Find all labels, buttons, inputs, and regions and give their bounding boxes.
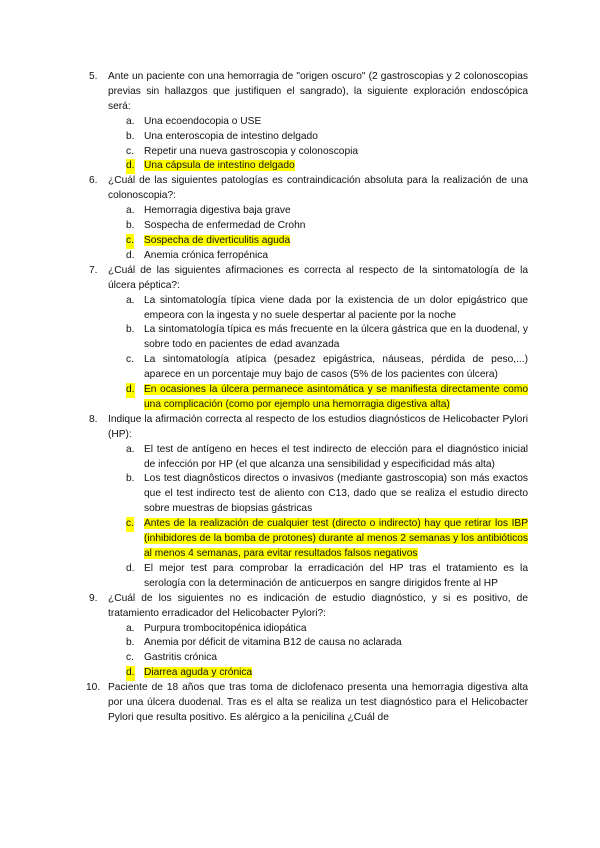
- option-c: [108, 353, 528, 383]
- option-letter: c.: [126, 652, 134, 664]
- option-text: Una ecoendocopia o USE: [144, 115, 262, 127]
- option-list: [108, 443, 528, 592]
- option-letter: b.: [126, 324, 135, 336]
- option-letter: d.: [126, 666, 135, 681]
- option-c-correct: [108, 517, 528, 562]
- option-a: [108, 622, 528, 637]
- option-text: Repetir una nueva gastroscopia y colonoscopia: [144, 145, 359, 157]
- highlighted-answer-text: En ocasiones la úlcera permanece asintomática y se manifiesta directamente como una complicación (como por ejemplo una hemorragia digestiva alta): [144, 384, 528, 410]
- option-letter: a.: [126, 294, 135, 306]
- question-8: [90, 413, 528, 592]
- option-letter: b.: [126, 130, 135, 142]
- option-b: [108, 472, 528, 517]
- question-text: ¿Cuál de los siguientes no es indicación de estudio diagnóstico, y si es positivo, de tratamiento erradicador del Helicobacter Pylori?:: [108, 592, 528, 619]
- option-letter: a.: [126, 205, 135, 217]
- option-a: [108, 294, 528, 324]
- option-c-correct: [108, 234, 528, 249]
- question-number: 7.: [89, 264, 98, 276]
- option-b: [108, 323, 528, 353]
- option-list: [108, 115, 528, 175]
- question-text: Indique la afirmación correcta al respecto de los estudios diagnósticos de Helicobacter Pylori (HP):: [108, 413, 528, 440]
- question-6: [90, 174, 528, 263]
- option-d-correct: [108, 666, 528, 681]
- option-text: Sospecha de enfermedad de Crohn: [144, 220, 306, 232]
- question-number: 8.: [89, 413, 98, 425]
- option-text: La sintomatología típica es más frecuente en la úlcera gástrica que en la duodenal, y sobre todo en pacientes de edad avanzada: [144, 324, 528, 351]
- question-number: 6.: [89, 175, 98, 187]
- question-7: [90, 264, 528, 413]
- option-text: Una enteroscopia de intestino delgado: [144, 130, 318, 142]
- option-letter: a.: [126, 115, 135, 127]
- option-letter: a.: [126, 622, 135, 634]
- option-a: [108, 204, 528, 219]
- option-a: [108, 115, 528, 130]
- option-text: Anemia por déficit de vitamina B12 de causa no aclarada: [144, 637, 402, 649]
- option-c: [108, 651, 528, 666]
- option-letter: c.: [126, 145, 134, 157]
- question-9: [90, 592, 528, 681]
- option-d: [108, 562, 528, 592]
- option-letter: c.: [126, 354, 134, 366]
- option-list: [108, 294, 528, 413]
- option-letter: d.: [126, 159, 135, 174]
- option-list: [108, 622, 528, 682]
- option-d-correct: [108, 159, 528, 174]
- option-text: El test de antígeno en heces el test indirecto de elección para el diagnóstico inicial de infección por HP (el que alcanza una sensibilidad y especificidad más alta): [144, 443, 528, 470]
- question-text: ¿Cuál de las siguientes afirmaciones es correcta al respecto de la sintomatología de la úlcera péptica?:: [108, 264, 528, 291]
- option-letter: c.: [126, 517, 134, 532]
- option-text: Purpura trombocitopénica idiopática: [144, 622, 307, 634]
- highlighted-answer-text: Sospecha de diverticulitis aguda: [144, 234, 291, 246]
- option-text: La sintomatología típica viene dada por la existencia de un dolor epigástrico que empeora con la ingesta y no suele despertar al paciente por la noche: [144, 294, 528, 321]
- option-b: [108, 219, 528, 234]
- question-number: 10.: [86, 682, 101, 694]
- option-letter: a.: [126, 443, 135, 455]
- option-text: El mejor test para comprobar la erradicación del HP tras el tratamiento es la serología con la determinación de anticuerpos en sangre dirigidos frente al HP: [144, 562, 528, 589]
- option-b: [108, 130, 528, 145]
- option-text: Anemia crónica ferropénica: [144, 249, 269, 261]
- highlighted-answer-text: Una cápsula de intestino delgado: [144, 160, 295, 172]
- highlighted-answer-text: Antes de la realización de cualquier test (directo o indirecto) hay que retirar los IBP (inhibidores de la bomba de protones) durante al menos 2 semanas y los antibióticos al menos 4 semanas, para evitar resultados falsos negativos: [144, 518, 528, 559]
- option-text: La sintomatología atípica (pesadez epigástrica, náuseas, pérdida de peso,...) aparece en un porcentaje muy bajo de casos (5% de los pacientes con úlcera): [144, 354, 528, 381]
- option-text: Los test diagnôsticos directos o invasivos (mediante gastroscopia) son más exactos que el test indirecto test de aliento con C13, dado que se realiza el estudio directo sobre muestras de biopsias gástricas: [144, 473, 528, 515]
- option-d: [108, 249, 528, 264]
- option-b: [108, 636, 528, 651]
- option-letter: b.: [126, 220, 135, 232]
- question-5: [90, 70, 528, 174]
- question-number: 5.: [89, 71, 98, 82]
- option-letter: d.: [126, 562, 135, 574]
- question-number: 9.: [89, 592, 98, 604]
- option-letter: b.: [126, 637, 135, 649]
- highlighted-answer-text: Diarrea aguda y crónica: [144, 667, 253, 679]
- question-text: ¿Cuál de las siguientes patologías es contraindicación absoluta para la realización de una colonoscopia?:: [108, 175, 528, 202]
- question-text: Paciente de 18 años que tras toma de diclofenaco presenta una hemorragia digestiva alta por una úlcera duodenal. Tras es el alta se realiza un test diagnóstico para el Helicobacter Pylori que resulta positivo. Es alérgico a la penicilina ¿Cuál de: [108, 682, 528, 723]
- option-letter: c.: [126, 234, 134, 249]
- option-text: Gastritis crónica: [144, 652, 218, 664]
- option-list: [108, 204, 528, 264]
- option-text: Hemorragia digestiva baja grave: [144, 205, 291, 217]
- option-letter: d.: [126, 383, 135, 398]
- option-a: [108, 443, 528, 473]
- option-d-correct: [108, 383, 528, 413]
- question-10: [86, 681, 528, 726]
- question-text: Ante un paciente con una hemorragia de "origen oscuro" (2 gastroscopias y 2 colonoscopias previas sin hallazgos que justifiquen el sangrado), la siguiente exploración endoscópica será:: [108, 71, 528, 112]
- option-letter: d.: [126, 249, 135, 261]
- question-list: [86, 70, 528, 726]
- option-letter: b.: [126, 473, 135, 485]
- option-c: [108, 145, 528, 160]
